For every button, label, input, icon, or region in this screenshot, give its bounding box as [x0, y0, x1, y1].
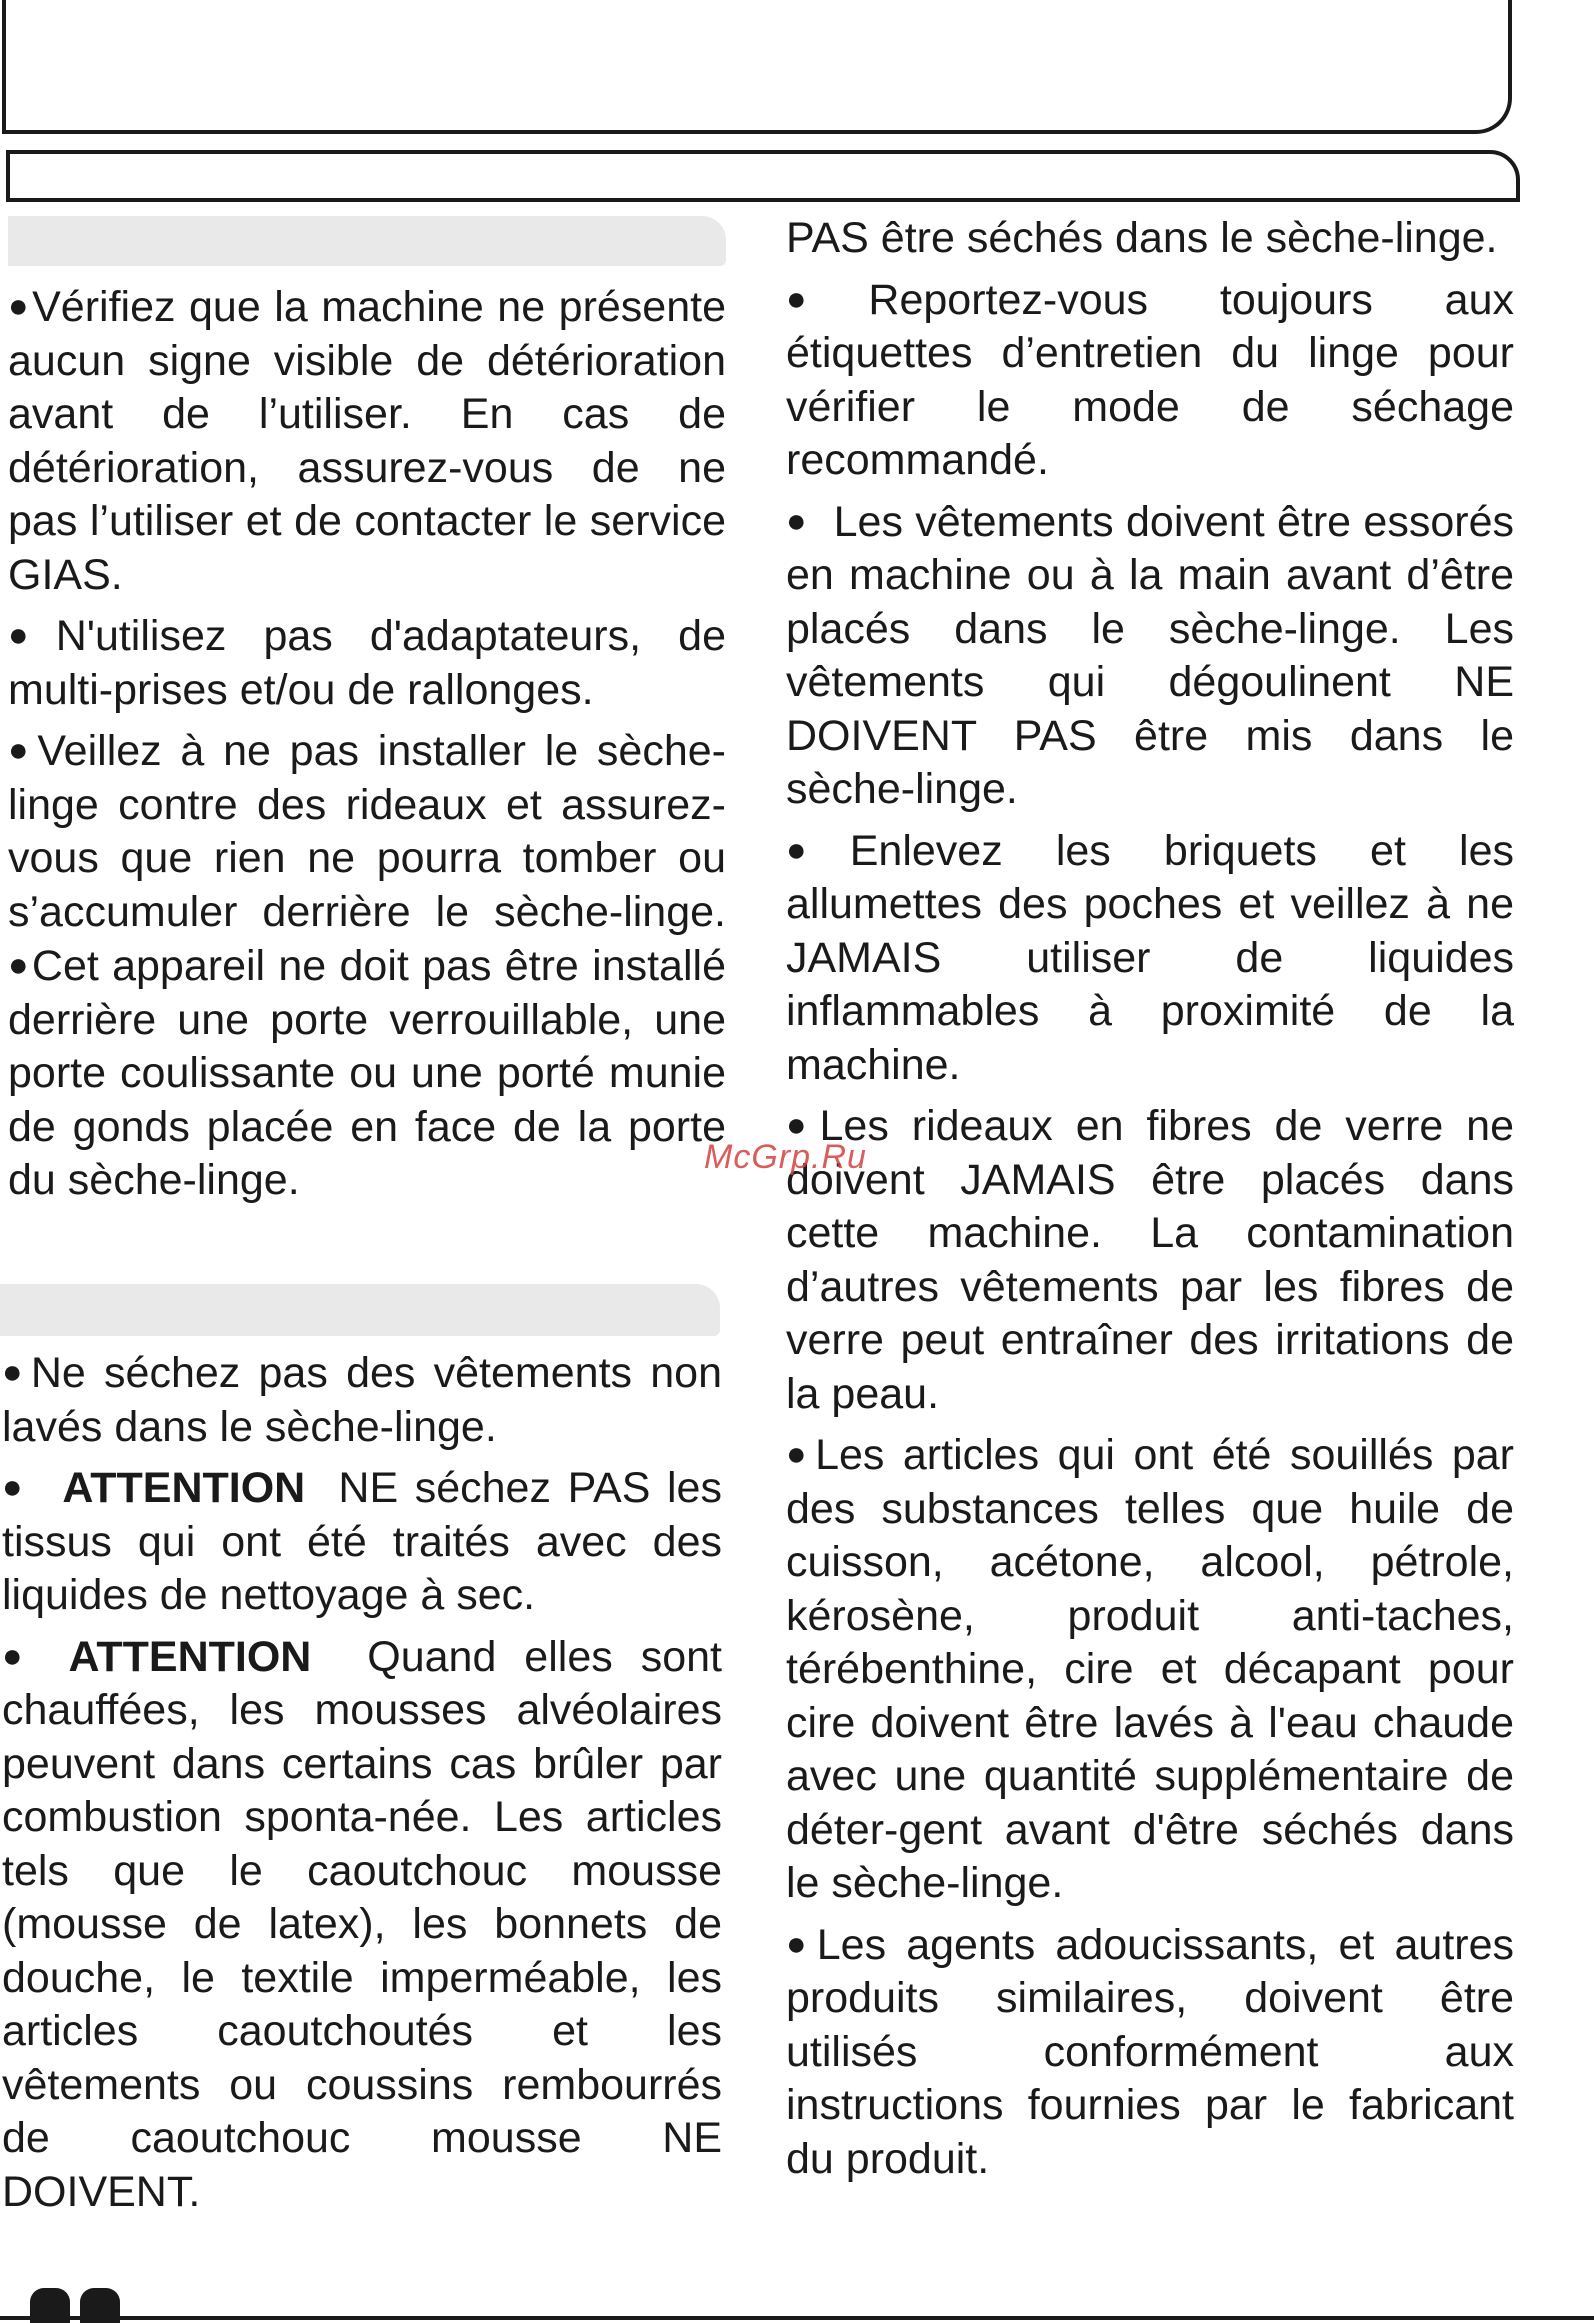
bullet-icon: ●	[786, 279, 867, 318]
continuation-text: PAS être séchés dans le sèche-linge.	[786, 214, 1498, 262]
page-tab-right	[80, 2288, 120, 2323]
warning-label: ATTENTION	[62, 1464, 306, 1512]
list-item: ●Reportez-vous toujours aux étiquettes d’entretien du linge pour vérifier le mode de séchage recommandé.	[786, 275, 1514, 484]
bullet-icon: ●	[8, 731, 36, 769]
bullet-icon: ●	[786, 1924, 815, 1963]
list-item: ●Les articles qui ont été souillés par des substances telles que huile de cuisson, acétone, alcool, pétrole, kérosène, produit anti-taches, térébenthine, cire et décapant pour cire doivent être lavés à l'eau chaude avec une quantité supplémentaire de déter-gent avant d'être séchés dans le sèche-linge.	[786, 1431, 1514, 1907]
bullet-icon: ●	[786, 501, 807, 540]
bullet-icon: ●	[786, 1106, 818, 1144]
footer-rule	[0, 2316, 1594, 2320]
bullet-icon: ●	[786, 830, 848, 869]
list-item: ● Les vêtements doivent être essorés en machine ou à la main avant d’être placés dans le sèche-linge. Les vêtements qui dégoulinent NE DOIVENT PAS être mis dans le sèche-linge.	[786, 497, 1514, 813]
list-item: ● ATTENTION Quand elles sont chauffées, les mousses alvéolaires peuvent dans certains cas brûler par combustion sponta-née. Les articles tels que le caoutchouc mousse (mousse de latex), les bonnets de douche, le textile imperméable, les articles caoutchoutés et les vêtements ou coussins rembourrés de caoutchouc mousse NE DOIVENT.	[2, 1632, 722, 2216]
list-item: ●Les agents adoucissants, et autres produits similaires, doivent être utilisés conformément aux instructions fournies par le fabricant du produit.	[786, 1920, 1514, 2183]
right-column	[786, 212, 1514, 2193]
bullet-icon: ●	[2, 1468, 28, 1506]
warning-label: ATTENTION	[68, 1632, 312, 1681]
list-item: ●Ne séchez pas des vêtements non lavés dans le sèche-linge.	[2, 1349, 722, 1451]
left-column-installation	[8, 280, 726, 1215]
section-heading-bar-usage	[0, 1284, 720, 1336]
list-item: ●Enlevez les briquets et les allumettes des poches et veillez à ne JAMAIS utiliser de liquides inflammables à proximité de la machine.	[786, 826, 1514, 1089]
bullet-icon: ●	[8, 287, 31, 325]
bullet-icon: ●	[8, 946, 30, 984]
list-item: ●Les rideaux en fibres de verre ne doivent JAMAIS être placés dans cette machine. La contamination d’autres vêtements par les fibres de verre peut entraîner des irritations de la peau.	[786, 1102, 1514, 1418]
list-item: ●N'utilisez pas d'adaptateurs, de multi-prises et/ou de rallonges.	[8, 612, 726, 714]
bullet-icon: ●	[2, 1353, 29, 1391]
list-item: ●Vérifiez que la machine ne présente aucun signe visible de détérioration avant de l’utiliser. En cas de détérioration, assurez-vous de ne pas l’utiliser et de contacter le service GIAS.	[8, 283, 726, 599]
bullet-icon: ●	[786, 1435, 814, 1473]
bullet-icon: ●	[8, 616, 54, 654]
bullet-icon: ●	[2, 1636, 39, 1675]
watermark: McGrp.Ru	[704, 1138, 867, 1176]
header-frame	[2, 0, 1512, 134]
page-tab-left	[30, 2288, 70, 2323]
list-item: ● ATTENTION NE séchez PAS les tissus qui ont été traités avec des liquides de nettoyage à sec.	[2, 1464, 722, 1619]
left-column-usage	[2, 1346, 722, 2226]
title-bar	[6, 150, 1520, 202]
list-item: ●Veillez à ne pas installer le sèche-linge contre des rideaux et assurez-vous que rien ne pourra tomber ou s’accumuler derrière le sèche-linge. ●Cet appareil ne doit pas être installé derrière une porte verrouillable, une porte coulissante ou une porté munie de gonds placée en face de la porte du sèche-linge.	[8, 727, 726, 1204]
section-heading-bar-installation	[8, 216, 726, 266]
